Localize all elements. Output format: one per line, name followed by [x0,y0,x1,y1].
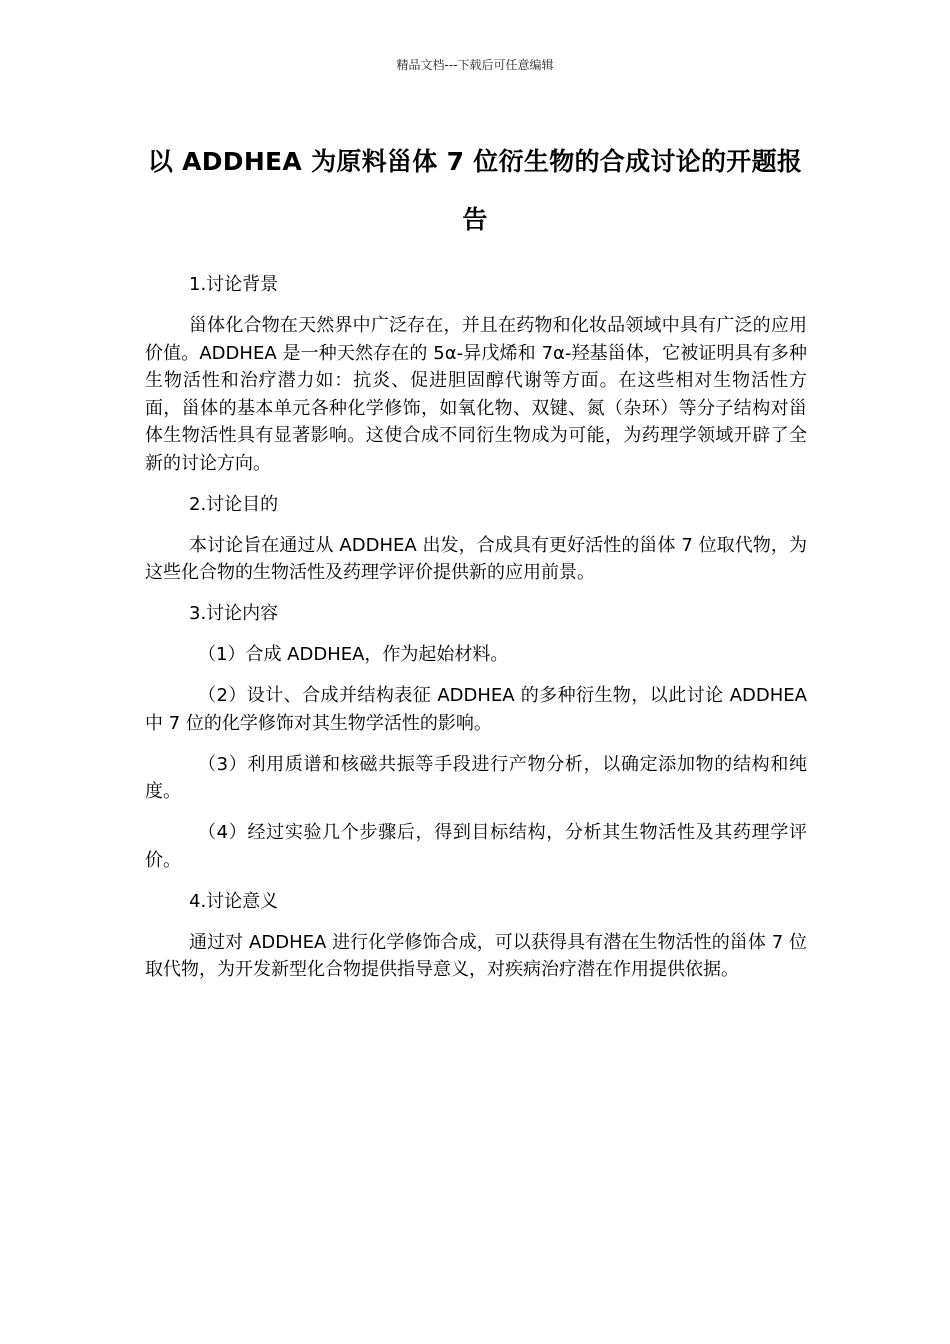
section-paragraph-purpose: 本讨论旨在通过从 ADDHEA 出发，合成具有更好活性的甾体 7 位取代物，为这些化合物的生物活性及药理学评价提供新的应用前景。 [145,534,807,583]
header-note: 精品文档---下载后可任意编辑 [396,58,554,72]
section-paragraph-background: 甾体化合物在天然界中广泛存在，并且在药物和化妆品领域中具有广泛的应用价值。ADDHEA 是一种天然存在的 5α-异戊烯和 7α-羟基甾体，它被证明具有多种生物活性和治疗潜力如：抗炎、促进胆固醇代谢等方面。在这些相对生物活性方面，甾体的基本单元各种化学修饰，如氧化物、双键、氮（杂环）等分子结构对甾体生物活性具有显著影响。这使合成不同衍生物成为可能，为药理学领域开辟了全新的讨论方向。 [145,315,807,474]
document-body [145,271,807,997]
section-paragraph-significance: 通过对 ADDHEA 进行化学修饰合成，可以获得具有潜在生物活性的甾体 7 位取代物，为开发新型化合物提供指导意义，对疾病治疗潜在作用提供依据。 [145,931,807,980]
section-heading-significance: 4.讨论意义 [189,890,279,912]
section-heading-background: 1.讨论背景 [189,274,279,295]
section-heading-purpose: 2.讨论目的 [189,493,279,515]
content-item-4: （4）经过实验几个步骤后，得到目标结构，分析其生物活性及其药理学评价。 [145,822,807,871]
content-item-1: （1）合成 ADDHEA，作为起始材料。 [198,644,509,665]
section-heading-content: 3.讨论内容 [189,603,279,624]
content-item-3: （3）利用质谱和核磁共振等手段进行产物分析，以确定添加物的结构和纯度。 [145,753,807,802]
document-title: 以 ADDHEA 为原料甾体 7 位衍生物的合成讨论的开题报告 [147,147,803,234]
content-item-2: （2）设计、合成并结构表征 ADDHEA 的多种衍生物，以此讨论 ADDHEA 中 7 位的化学修饰对其生物学活性的影响。 [145,685,807,734]
